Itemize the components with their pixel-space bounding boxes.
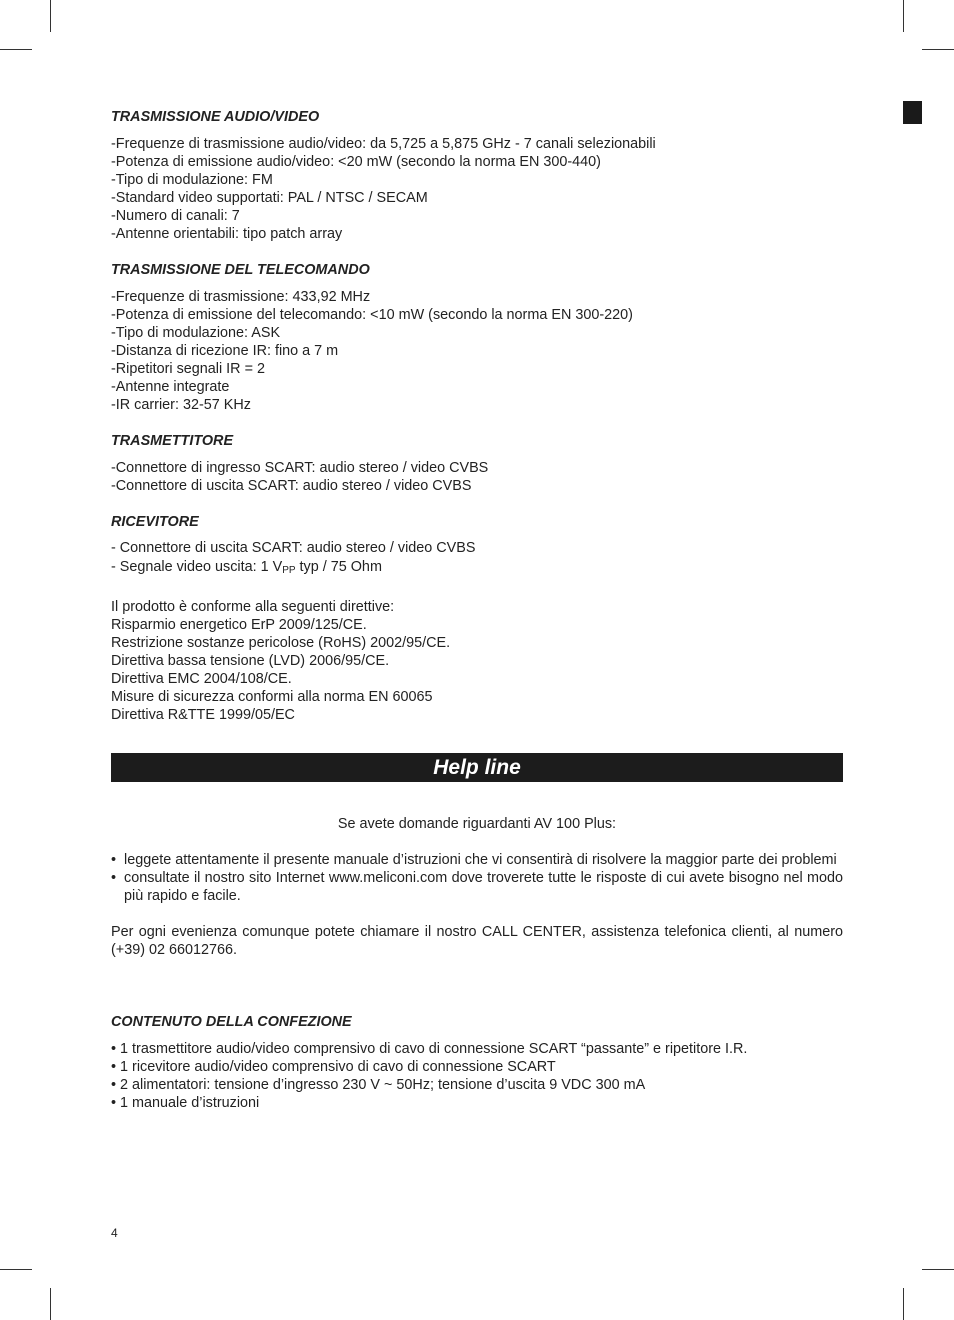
conformity-line: Risparmio energetico ErP 2009/125/CE. bbox=[111, 617, 367, 633]
spec-line: -Frequenze di trasmissione: 433,92 MHz bbox=[111, 289, 371, 305]
helpline-title-bar: Help line bbox=[111, 753, 843, 782]
package-contents bbox=[111, 1013, 843, 1112]
section-title-remote: TRASMISSIONE DEL TELECOMANDO bbox=[111, 262, 370, 278]
crop-mark bbox=[903, 0, 904, 32]
spec-line: -Connettore di ingresso SCART: audio stereo / video CVBS bbox=[111, 460, 489, 476]
helpline-body bbox=[111, 815, 843, 959]
crop-mark bbox=[903, 1288, 904, 1320]
section-title-av: TRASMISSIONE AUDIO/VIDEO bbox=[111, 109, 320, 125]
remote-spec-list bbox=[111, 288, 843, 414]
list-item: • 1 ricevitore audio/video comprensivo di cavo di connessione SCART bbox=[111, 1059, 556, 1075]
conformity-line: Direttiva R&TTE 1999/05/EC bbox=[111, 707, 295, 723]
spec-line: -Tipo di modulazione: ASK bbox=[111, 325, 281, 341]
spec-line: -Tipo di modulazione: FM bbox=[111, 172, 273, 188]
bullet-symbol: • bbox=[111, 870, 117, 886]
spec-line: - Segnale video uscita: 1 $V_{PP}$ typ / 75 Ohm bbox=[111, 559, 382, 576]
conformity-line: Il prodotto è conforme alla seguenti direttive: bbox=[111, 599, 395, 615]
crop-mark bbox=[922, 1269, 954, 1270]
helpline-intro: Se avete domande riguardanti AV 100 Plus: bbox=[337, 816, 617, 832]
list-item: • 1 trasmettitore audio/video comprensivo di cavo di connessione SCART “passante” e ripetitore I.R. bbox=[111, 1041, 748, 1057]
spec-line: -IR carrier: 32-57 KHz bbox=[111, 397, 251, 413]
page-number: 4 bbox=[111, 1226, 118, 1240]
spec-line: -Standard video supportati: PAL / NTSC / SECAM bbox=[111, 190, 428, 206]
conformity-line: Direttiva EMC 2004/108/CE. bbox=[111, 671, 292, 687]
spec-line: -Antenne integrate bbox=[111, 379, 230, 395]
list-item-text: leggete attentamente il presente manuale d’istruzioni che vi consentirà di risolvere la maggior parte dei problemi bbox=[124, 852, 837, 868]
spec-line: -Potenza di emissione audio/video: <20 mW (secondo la norma EN 300-440) bbox=[111, 154, 601, 170]
conformity-line: Restrizione sostanze pericolose (RoHS) 2002/95/CE. bbox=[111, 635, 451, 651]
section-title-package: CONTENUTO DELLA CONFEZIONE bbox=[111, 1014, 352, 1030]
bullet-symbol: • bbox=[111, 852, 117, 868]
crop-mark bbox=[50, 1288, 51, 1320]
transmitter-spec-list bbox=[111, 459, 843, 495]
list-item bbox=[111, 869, 843, 905]
spec-line: -Antenne orientabili: tipo patch array bbox=[111, 226, 343, 242]
crop-mark bbox=[0, 1269, 32, 1270]
conformity-list bbox=[111, 598, 843, 724]
crop-mark bbox=[50, 0, 51, 32]
list-item-text: consultate il nostro sito Internet www.meliconi.com dove troverete tutte le risposte di cui avete bisogno nel modo più rapido e facile. bbox=[124, 870, 843, 904]
spec-line: -Potenza di emissione del telecomando: <10 mW (secondo la norma EN 300-220) bbox=[111, 307, 633, 323]
spec-line: -Frequenze di trasmissione audio/video: da 5,725 a 5,875 GHz - 7 canali selezionabili bbox=[111, 136, 656, 152]
section-title-receiver: RICEVITORE bbox=[111, 514, 199, 530]
spec-line: - Connettore di uscita SCART: audio stereo / video CVBS bbox=[111, 540, 476, 556]
conformity-line: Direttiva bassa tensione (LVD) 2006/95/CE. bbox=[111, 653, 390, 669]
conformity-line: Misure di sicurezza conformi alla norma EN 60065 bbox=[111, 689, 433, 705]
av-spec-list bbox=[111, 135, 843, 243]
crop-mark bbox=[0, 49, 32, 50]
section-tab-marker bbox=[903, 101, 922, 124]
spec-line: -Ripetitori segnali IR = 2 bbox=[111, 361, 265, 377]
section-title-transmitter: TRASMETTITORE bbox=[111, 433, 234, 449]
package-list bbox=[111, 1040, 843, 1112]
list-item: • 2 alimentatori: tensione d’ingresso 230 V ~ 50Hz; tensione d’uscita 9 VDC 300 mA bbox=[111, 1077, 646, 1093]
specs-content bbox=[111, 108, 843, 724]
list-item bbox=[111, 851, 843, 869]
spec-line: -Connettore di uscita SCART: audio stereo / video CVBS bbox=[111, 478, 472, 494]
list-item: • 1 manuale d’istruzioni bbox=[111, 1095, 260, 1111]
crop-mark bbox=[922, 49, 954, 50]
spec-line: -Numero di canali: 7 bbox=[111, 208, 240, 224]
spec-line: -Distanza di ricezione IR: fino a 7 m bbox=[111, 343, 339, 359]
callcenter-text: Per ogni evenienza comunque potete chiamare il nostro CALL CENTER, assistenza telefonica clienti, al numero (+39) 02 66012766. bbox=[111, 924, 843, 958]
receiver-spec-list bbox=[111, 539, 843, 580]
